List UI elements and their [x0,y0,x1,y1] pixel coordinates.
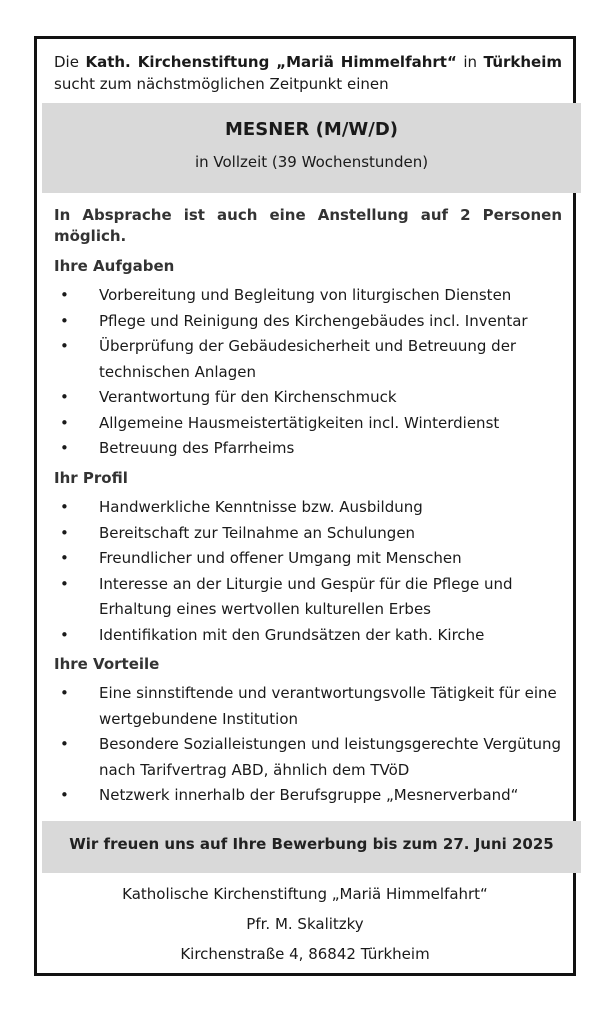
list-item [54,411,562,437]
bullet-icon: • [60,523,69,542]
bullet-icon: • [60,574,69,593]
position-subtitle: in Vollzeit (39 Wochenstunden) [194,153,429,171]
list-item-text: Interesse an der Liturgie und Gespür für die Pflege und Erhaltung eines wertvollen kulturellen Erbes [99,574,513,618]
list-vorteile [54,681,562,809]
list-item-text: Handwerkliche Kenntnisse bzw. Ausbildung [99,498,423,516]
list-item [54,623,562,649]
position-banner [42,103,581,193]
list-item-text: Netzwerk innerhalb der Berufsgruppe „Mesnerverband“ [99,786,519,804]
list-item-text: Identifikation mit den Grundsätzen der kath. Kirche [99,625,485,644]
list-item [54,283,562,309]
footer-contact: Pfr. M. Skalitzky [246,915,364,933]
bullet-icon: • [60,549,69,567]
intro-organization: Kath. Kirchenstiftung „Mariä Himmelfahrt“ [85,53,457,71]
list-item-text: Besondere Sozialleistungen und leistungsgerechte Vergütung nach Tarifvertrag ABD, ähnlich dem TVöD [99,735,562,779]
position-title: MESNER (M/W/D) [225,119,398,140]
section-heading-vorteile: Ihre Vorteile [54,655,160,673]
bullet-icon: • [60,311,69,330]
bullet-icon: • [60,786,69,804]
list-item [54,681,562,732]
list-item [54,521,562,547]
part-time-note: In Absprache ist auch eine Anstellung auf 2 Personen möglich. [54,206,562,245]
list-item-text: Betreuung des Pfarrheims [99,439,295,457]
list-profil [54,495,562,648]
application-deadline: Wir freuen uns auf Ihre Bewerbung bis zum 27. Juni 2025 [69,835,554,853]
bullet-icon: • [60,439,69,457]
bullet-icon: • [60,735,69,753]
list-item-text: Eine sinnstiftende und verantwortungsvolle Tätigkeit für eine wertgebundene Institution [99,684,557,728]
intro-place: Türkheim [483,53,562,71]
bullet-icon: • [60,498,69,516]
intro-text [54,51,562,95]
list-item [54,732,562,783]
intro-part1: Die [54,53,86,71]
intro-part3: sucht zum nächstmöglichen Zeitpunkt einen [54,75,389,93]
bullet-icon: • [60,388,69,406]
bullet-icon: • [60,625,69,644]
list-item [54,572,562,623]
list-item-text: Verantwortung für den Kirchenschmuck [99,388,397,406]
bullet-icon: • [60,684,69,702]
footer-address: Kirchenstraße 4, 86842 Türkheim [180,945,430,963]
cta-banner [42,821,581,873]
footer-organization: Katholische Kirchenstiftung „Mariä Himmelfahrt“ [122,885,488,903]
list-item-text: Überprüfung der Gebäudesicherheit und Betreuung der technischen Anlagen [99,337,517,381]
bullet-icon: • [60,337,69,355]
list-item [54,783,562,809]
bullet-icon: • [60,413,69,432]
job-ad-frame [34,36,576,976]
list-item-text: Allgemeine Hausmeistertätigkeiten incl. Winterdienst [99,413,500,432]
list-item [54,546,562,572]
list-aufgaben [54,283,562,462]
list-item [54,385,562,411]
bullet-icon: • [60,286,69,304]
list-item-text: Bereitschaft zur Teilnahme an Schulungen [99,523,416,542]
list-item-text: Vorbereitung und Begleitung von liturgischen Diensten [99,286,512,304]
section-heading-aufgaben: Ihre Aufgaben [54,257,175,275]
list-item-text: Freundlicher und offener Umgang mit Menschen [99,549,462,567]
list-item [54,436,562,462]
list-item [54,309,562,335]
list-item [54,334,562,385]
list-item [54,495,562,521]
intro-part2: in [456,53,484,71]
list-item-text: Pflege und Reinigung des Kirchengebäudes incl. Inventar [99,311,528,330]
section-heading-profil: Ihr Profil [54,469,128,487]
